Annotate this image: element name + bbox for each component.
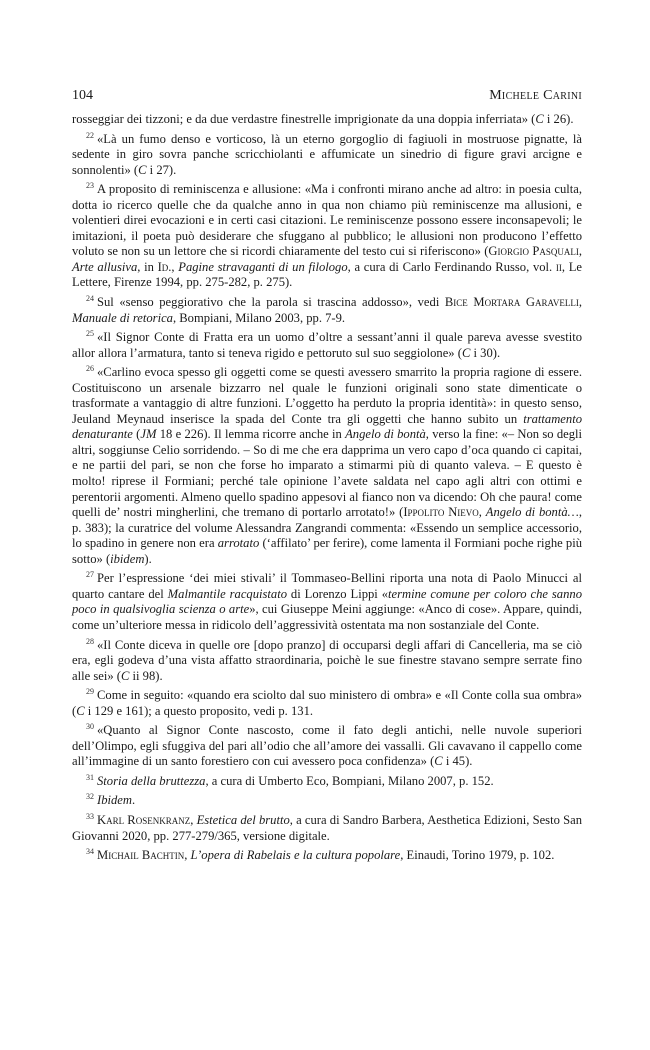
footnote-28 [72,634,582,685]
italic-text: C [461,345,471,360]
footnote-number: 23 [86,181,94,191]
italic-text: C [120,668,130,683]
note-text: », cui Giuseppe Meini aggiunge: «Anco di cose». Appare, quindi, come un’ulteriore messa in ridicolo dell’aggressività ostentata ma non sostanziale del Conte. [72,602,582,632]
footnote-number: 30 [86,722,94,732]
page-number: 104 [72,88,93,103]
note-text: 18 e 226). Il lemma ricorre anche in [156,427,346,442]
note-text: , [190,812,197,827]
small-caps-name: Ippolito Nievo [403,505,479,520]
note-text: . [131,793,136,808]
italic-text: Angelo di bontà… [485,505,579,520]
small-caps-name: ii [555,259,562,274]
note-text: , [478,505,486,520]
note-text: , in [137,259,158,274]
italic-text: arrotato [217,536,260,551]
footnote-29 [72,684,582,719]
small-caps-name: Michail Bachtin [97,848,185,863]
note-text: ( [132,427,141,442]
running-header [72,88,582,104]
note-text: «Là un fumo denso e vorticoso, là un eterno gorgoglio di fagiuoli in mostruose pignatte, là sedente in giro sovra panche scricchiolanti e affumicate un sinedrio di figure gravi arcigne e sonnolenti» ( [72,131,582,177]
note-text: , p. 383); la curatrice del volume Alessandra Zangrandi commenta: «Essendo un semplice accessorio, lo spadino in genere non era [72,505,583,551]
italic-text: JM [140,427,157,442]
footnotes-block [72,112,582,864]
note-text: Per l’espressione ‘dei miei stivali’ il Tommaseo-Bellini riporta una nota di Paolo Minucci al quarto cantare del [72,571,582,601]
italic-text: termine comune per coloro che sanno poco in qualsivoglia scienza o arte [72,586,582,617]
italic-text: Ibidem [97,793,132,808]
italic-text: C [138,162,147,177]
note-text: i 129 e 161); a questo proposito, vedi p. 131. [84,703,314,718]
note-text: , a cura di Umberto Eco, Bompiani, Milano 2007, p. 152. [205,773,494,788]
footnote-number: 29 [86,687,94,697]
italic-text: Angelo di bontà [345,427,426,442]
footnote-34 [72,844,582,864]
footnote-number: 33 [86,811,94,821]
italic-text: Arte allusiva [72,259,138,274]
note-text: i 26). [543,112,574,126]
italic-text: L’opera di Rabelais e la cultura popolare [190,848,401,863]
italic-text: Estetica del brutto [196,812,290,827]
note-text: rosseggiar dei tizzoni; e da due verdastre finestrelle imprigionate da una doppia inferriata» ( [72,112,536,126]
footnote-31 [72,770,582,790]
italic-text: ibidem [110,551,145,566]
note-text: (‘affilato’ per ferire), come lamenta il Formiani poche righe più sotto» ( [72,536,583,566]
footnote-30 [72,719,582,770]
small-caps-name: Giorgio Pasquali [488,244,579,259]
footnote-23 [72,178,582,291]
footnote-number: 34 [86,847,94,857]
note-text: , [184,848,191,863]
footnote-33 [72,809,582,844]
note-text: , [171,259,179,274]
italic-text: C [535,112,544,126]
note-text: , Einaudi, Torino 1979, p. 102. [400,848,555,863]
note-text: A proposito di reminiscenza e allusione: «Ma i confronti mirano anche ad altro: in poesia culta, dotta io ricerco quelle che da qualche anno in qua non chiamo più reminiscenze ma allusioni, e volentieri direi evocazioni e in certi casi citazioni. Le reminiscenze possono essere inconsapevoli; le imitazioni, il poeta può desiderare che sfuggano al pubblico; le allusioni non producono l’effetto voluto se non su un lettore che si ricordi chiaramente del testo cui si riferiscono» ( [72,182,582,259]
footnote-26 [72,361,582,567]
note-text: , [578,295,582,310]
note-text: , verso la fine: «– Non so degli altri, soggiunse Celio sorridendo. – So di me che era dapprima un vero capo d’oca quando ci capitai, e ne partii del pari, se non che forse ho imparato a stimarmi più di quanto valeva. – E questo è molto! riprese il Formiani; perché tale opinione l’avete saldata nel capo agli altri con ottimi e perentorii argomenti. Almeno quello spadino appesovi al fianco non va dicendo: Oh che paura! come quelli de’ nostri mingherlini, che tremano di portarlo arrotato!» ( [72,427,583,520]
footnote-number: 32 [86,792,94,802]
small-caps-name: Bice Mortara Garavelli [444,295,579,310]
footnote-27 [72,567,582,633]
note-text: ). [144,551,152,566]
footnote-24 [72,291,582,326]
footnote-number: 24 [86,294,94,304]
footnote-number: 26 [86,364,94,374]
footnote-25 [72,326,582,361]
italic-text: Storia della bruttezza [97,773,206,788]
footnote-continuation [72,112,582,128]
footnote-number: 25 [86,329,94,339]
italic-text: C [434,754,443,769]
note-text: «Quanto al Signor Conte nascosto, come il fato degli antichi, nelle nuvole superiori dell’Olimpo, egli sfuggiva del pari all’odio che all’amore dei vassalli. Gli cavavano il cappello come all’immagine di un santo forestiero con cui avessero poca confidenza» ( [72,723,582,769]
note-text: Sul «senso peggiorativo che la parola si trascina addosso», vedi [97,295,445,310]
footnote-number: 22 [86,130,94,140]
italic-text: Malmantile racquistato [167,586,288,601]
footnote-number: 27 [86,570,94,580]
note-text: «Carlino evoca spesso gli oggetti come se questi avessero smarrito la propria ragione di essere. Costituiscono un arsenale bizzarro nel quale le funzioni originali sono state dimenticate o trasformate a vantaggio di altre funzioni. L’oggetto ha perduto la propria identità»: in questo senso, Jeuland Meynaud inserisce la spada del Conte tra gli oggetti che hanno subito un [72,365,582,426]
running-head-author: Michele Carini [489,88,582,103]
small-caps-name: Id. [157,259,172,274]
note-text: Come in seguito: «quando era sciolto dal suo ministero di ombra» e «Il Conte colla sua ombra» ( [72,688,582,718]
note-text: , Bompiani, Milano 2003, pp. 7-9. [172,310,346,325]
note-text: «Il Conte diceva in quelle ore [dopo pranzo] di occuparsi degli affari di Cancelleria, ma se ciò era, egli godeva d’una vista affatto straordinaria, poichè le sue finestre stavano sempre serrate fino alle sei» ( [72,637,582,683]
italic-text: Pagine stravaganti di un filologo [178,259,348,274]
footnote-22 [72,128,582,179]
note-text: , [578,244,582,259]
italic-text: C [76,703,85,718]
small-caps-name: Karl Rosenkranz [97,812,191,827]
italic-text: Manuale di retorica [72,310,173,325]
note-text: , a cura di Carlo Ferdinando Russo, vol. [347,259,556,274]
note-text: , Le Lettere, Firenze 1994, pp. 275-282, p. 275). [72,259,582,290]
note-text: i 27). [146,162,177,177]
note-text: «Il Signor Conte di Fratta era un uomo d’oltre a sessant’anni il quale pareva avesse svestito allor allora l’armatura, tanto si teneva rigido e pettoruto sul suo seggiolone» ( [72,330,582,360]
footnote-number: 31 [86,772,94,782]
note-text: ii 98). [129,668,163,683]
note-text: , a cura di Sandro Barbera, Aesthetica Edizioni, Sesto San Giovanni 2020, pp. 277-279/365, versione digitale. [72,812,582,843]
note-text: i 30). [470,345,501,360]
italic-text: trattamento denaturante [72,411,582,442]
note-text: di Lorenzo Lippi « [287,586,389,601]
note-text: i 45). [442,754,473,769]
footnote-number: 28 [86,636,94,646]
footnote-32 [72,789,582,809]
